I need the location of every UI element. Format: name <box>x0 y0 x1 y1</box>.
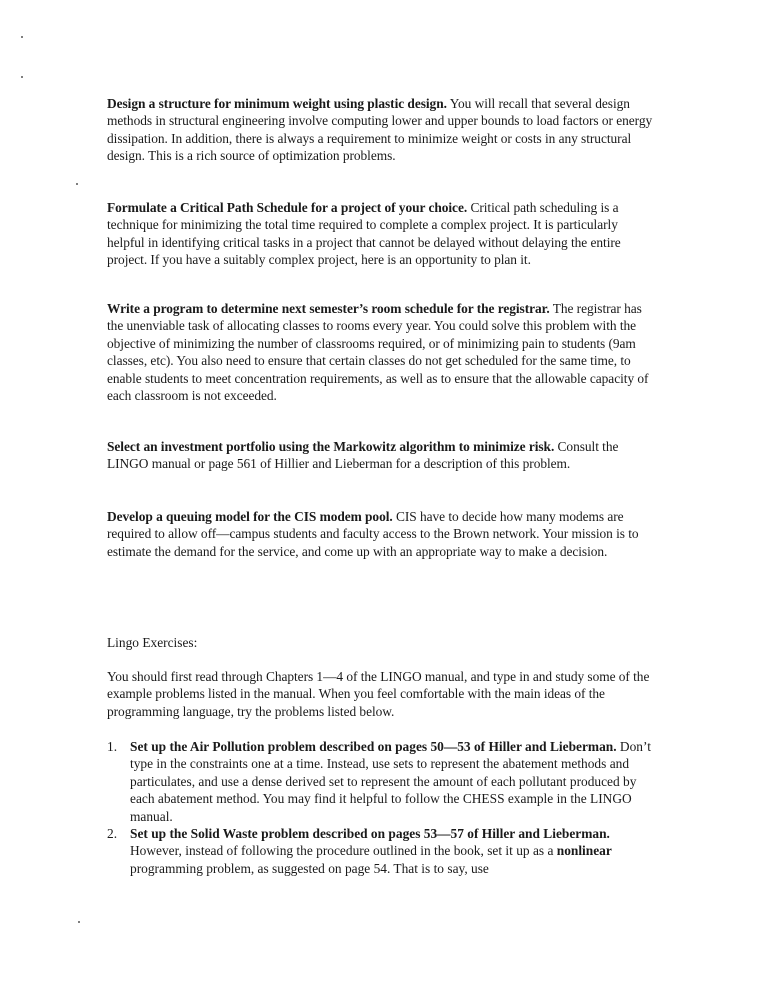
project-title: Design a structure for minimum weight using plastic design. <box>107 96 447 111</box>
exercise-body: However, instead of following the procedure outlined in the book, set it up as a <box>130 843 557 859</box>
scan-speck <box>21 76 23 78</box>
project-title: Formulate a Critical Path Schedule for a project of your choice. <box>107 200 468 215</box>
project-body: You will recall that several design methods in structural engineering involve computing lower and upper bounds to load factors or energy dissipation. In addition, there is always a requirement to minimize weight or costs in any structural design. This is a rich source of optimization problems. <box>107 96 653 164</box>
exercise-title: Set up the Air Pollution problem described on pages 50—53 of Hiller and Lieberman. <box>130 739 617 754</box>
list-number: 2. <box>107 826 118 842</box>
project-design-structure <box>107 95 655 165</box>
project-critical-path <box>107 199 655 269</box>
project-body: The registrar has the unenviable task of allocating classes to rooms every year. You could solve this problem with the objective of minimizing the number of classrooms required, or of minimizing pain to students (9am classes, etc). You also need to ensure that certain classes do not get scheduled for the same time, to enable students to meet concentration requirements, as well as to ensure that the allowable capacity of each classroom is not exceeded. <box>107 301 649 404</box>
project-body: Critical path scheduling is a technique for minimizing the total time required to complete a complex project. It is particularly helpful in identifying critical tasks in a project that cannot be delayed without delaying the entire project. If you have a suitably complex project, here is an opportunity to plan it. <box>107 200 621 268</box>
project-title: Select an investment portfolio using the Markowitz algorithm to minimize risk. <box>107 439 555 454</box>
list-number: 1. <box>107 739 118 754</box>
project-room-schedule <box>107 300 655 404</box>
exercise-emphasis: nonlinear <box>556 843 612 859</box>
project-investment-portfolio <box>107 438 655 473</box>
project-body: Consult the LINGO manual or page 561 of Hillier and Lieberman for a description of this problem. <box>107 439 619 472</box>
exercise-body: Don’t type in the constraints one at a time. Instead, use sets to represent the abatement methods and particulates, and use a dense derived set to represent the amount of each pollutant produced by each abatement method. You may find it helpful to follow the CHESS example in the LINGO manual. <box>130 739 651 824</box>
project-title: Write a program to determine next semester’s room schedule for the registrar. <box>107 301 550 316</box>
list-item <box>107 825 655 877</box>
lingo-heading: Lingo Exercises: <box>107 635 198 650</box>
exercise-body: programming problem, as suggested on page 54. That is to say, use <box>130 860 489 876</box>
lingo-intro: You should first read through Chapters 1—4 of the LINGO manual, and type in and study some of the example problems listed in the manual. When you feel comfortable with the main ideas of the programming language, try the problems listed below. <box>107 669 650 719</box>
lingo-exercise-list <box>107 738 655 877</box>
project-body: CIS have to decide how many modems are required to allow off—campus students and faculty access to the Brown network. Your mission is to estimate the demand for the service, and come up with an appropriate way to make a decision. <box>107 509 639 559</box>
exercise-title: Set up the Solid Waste problem described on pages 53—57 of Hiller and Lieberman. <box>130 826 610 842</box>
project-title: Develop a queuing model for the CIS modem pool. <box>107 509 393 524</box>
scan-speck <box>76 183 78 185</box>
project-queuing-model <box>107 508 655 560</box>
list-item <box>107 738 655 825</box>
scan-speck <box>21 36 23 38</box>
scan-speck <box>78 921 80 923</box>
